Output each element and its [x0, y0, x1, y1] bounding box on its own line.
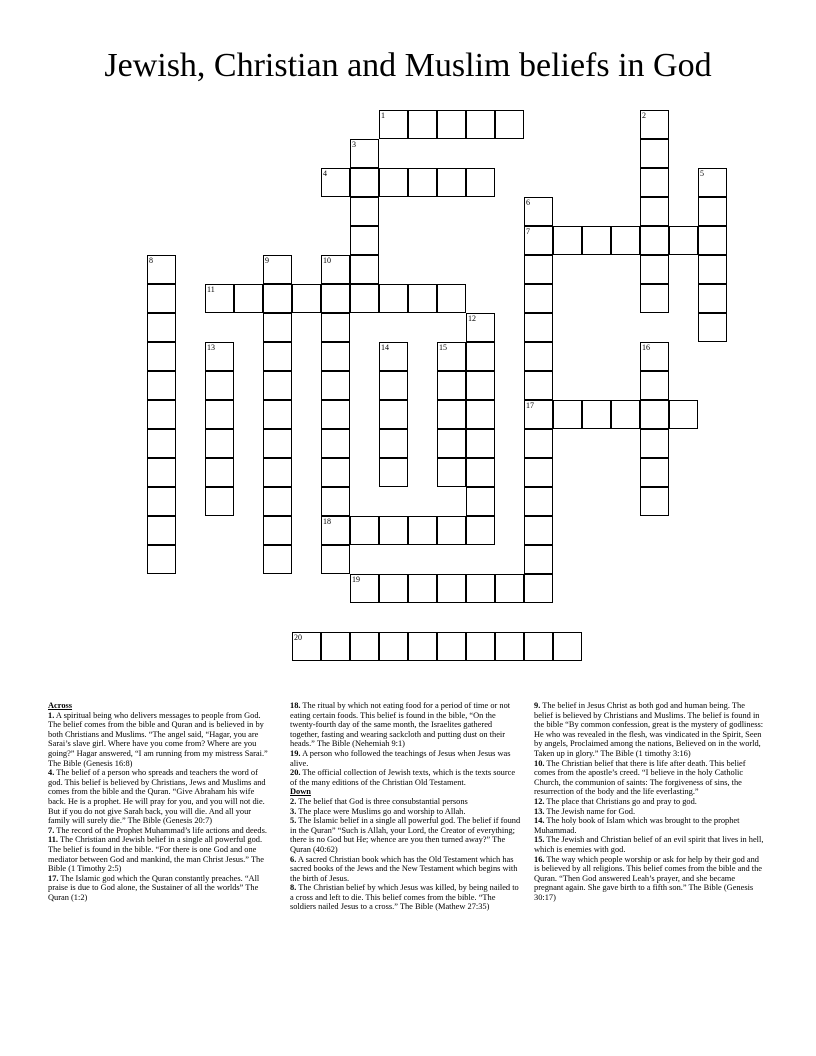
clue-number: 13	[207, 343, 215, 352]
crossword-cell[interactable]	[408, 168, 437, 197]
crossword-cell[interactable]	[466, 516, 495, 545]
crossword-cell[interactable]	[640, 255, 669, 284]
crossword-cell[interactable]	[147, 400, 176, 429]
crossword-cell[interactable]	[698, 284, 727, 313]
crossword-cell[interactable]	[263, 371, 292, 400]
clue-column-2	[290, 701, 522, 912]
crossword-cell[interactable]	[379, 429, 408, 458]
crossword-cell[interactable]	[379, 632, 408, 661]
crossword-cell[interactable]	[379, 516, 408, 545]
clue-number: 10	[323, 256, 331, 265]
crossword-cell[interactable]	[524, 284, 553, 313]
crossword-cell[interactable]	[698, 226, 727, 255]
clue-num: 14.	[534, 816, 545, 826]
clue-num: 15.	[534, 835, 545, 845]
clue-number: 12	[468, 314, 476, 323]
crossword-cell[interactable]	[350, 197, 379, 226]
clue-number: 5	[700, 169, 704, 178]
clue-num: 1.	[48, 710, 55, 720]
crossword-cell[interactable]	[147, 284, 176, 313]
crossword-cell[interactable]	[698, 168, 727, 197]
crossword-cell[interactable]	[147, 545, 176, 574]
clue-num: 12.	[534, 796, 545, 806]
clue-num: 16.	[534, 854, 545, 864]
crossword-cell[interactable]	[437, 400, 466, 429]
crossword-cell[interactable]	[466, 487, 495, 516]
crossword-cell[interactable]	[640, 284, 669, 313]
clue-text: The belief that God is three consubstantial persons	[298, 796, 468, 806]
crossword-cell[interactable]	[350, 284, 379, 313]
crossword-cell[interactable]	[466, 168, 495, 197]
across-clue	[290, 701, 522, 749]
crossword-cell[interactable]	[437, 574, 466, 603]
crossword-cell[interactable]	[553, 400, 582, 429]
clue-number: 6	[526, 198, 530, 207]
crossword-cell[interactable]	[524, 458, 553, 487]
crossword-cell[interactable]	[495, 574, 524, 603]
crossword-cell[interactable]	[582, 226, 611, 255]
crossword-cell[interactable]	[263, 458, 292, 487]
clue-num: 9.	[534, 701, 541, 710]
crossword-cell[interactable]	[147, 429, 176, 458]
down-clue	[290, 807, 522, 817]
clue-num: 19.	[290, 748, 301, 758]
clue-text: A spiritual being who delivers messages to people from God. The belief comes from the bible and Quran and is believed in by both Christians and Muslims. “The angel said, “Hagar, you are Sarai’s slave girl. Where have you come from? Where are you going?” Hagar answered, “I am running from my mistress Sarai.” The Bible (Genesis 16:8)	[48, 710, 268, 768]
clue-number: 14	[381, 343, 389, 352]
clue-number: 9	[265, 256, 269, 265]
crossword-cell[interactable]	[466, 342, 495, 371]
crossword-cell[interactable]	[466, 400, 495, 429]
clue-number: 3	[352, 140, 356, 149]
crossword-cell[interactable]	[379, 371, 408, 400]
crossword-cell[interactable]	[350, 255, 379, 284]
crossword-cell[interactable]	[524, 632, 553, 661]
down-clue	[534, 797, 766, 807]
across-clue	[290, 749, 522, 768]
crossword-cell[interactable]	[466, 371, 495, 400]
crossword-cell[interactable]	[437, 110, 466, 139]
crossword-cell[interactable]	[292, 284, 321, 313]
crossword-cell[interactable]	[379, 342, 408, 371]
crossword-cell[interactable]	[379, 110, 408, 139]
clue-text: The Christian belief by which Jesus was killed, by being nailed to a cross and left to die. This belief comes from the bible. “The soldiers nailed Jesus to a cross.” The Bible (Mathew 27:35)	[290, 883, 519, 912]
clue-number: 2	[642, 111, 646, 120]
crossword-cell[interactable]	[350, 516, 379, 545]
clue-number: 16	[642, 343, 650, 352]
clue-num: 18.	[290, 701, 301, 710]
crossword-cell[interactable]	[698, 255, 727, 284]
clue-number: 18	[323, 517, 331, 526]
crossword-cell[interactable]	[524, 197, 553, 226]
crossword-cell[interactable]	[321, 284, 350, 313]
clue-text: The ritual by which not eating food for a period of time or not eating certain foods. This belief is found in the bible, “On the twenty-fourth day of the same month, the Israelites gathered together, fasting and wearing sackcloth and putting dust on their heads.” The Bible (Nehemiah 9:1)	[290, 701, 511, 749]
clue-num: 11.	[48, 835, 59, 845]
crossword-cell[interactable]	[379, 400, 408, 429]
clue-num: 8.	[290, 883, 297, 893]
crossword-cell[interactable]	[321, 371, 350, 400]
crossword-cell[interactable]	[437, 632, 466, 661]
crossword-cell[interactable]	[437, 371, 466, 400]
crossword-cell[interactable]	[640, 168, 669, 197]
crossword-cell[interactable]	[321, 255, 350, 284]
crossword-cell[interactable]	[321, 400, 350, 429]
crossword-cell[interactable]	[147, 458, 176, 487]
crossword-cell[interactable]	[611, 400, 640, 429]
clue-number: 19	[352, 575, 360, 584]
crossword-cell[interactable]	[466, 574, 495, 603]
crossword-cell[interactable]	[263, 284, 292, 313]
clue-number: 4	[323, 169, 327, 178]
clue-number: 1	[381, 111, 385, 120]
clue-num: 17.	[48, 873, 59, 883]
clue-text: The Christian belief that there is life after death. This belief comes from the apostle’s creed. “I believe in the holy Catholic Church, the communion of saints: The forgiveness of sins, the resurrection of the body and the life everlasting.”	[534, 758, 746, 797]
crossword-cell[interactable]	[205, 342, 234, 371]
down-clue	[534, 759, 766, 797]
clue-num: 5.	[290, 816, 297, 826]
across-heading: Across	[48, 701, 73, 710]
crossword-cell[interactable]	[147, 255, 176, 284]
crossword-cell[interactable]	[321, 458, 350, 487]
clue-text: The Jewish and Christian belief of an evil spirit that lives in hell, which is enemies with god.	[534, 835, 764, 854]
across-clue	[48, 711, 274, 769]
crossword-cell[interactable]	[495, 632, 524, 661]
crossword-cell[interactable]	[524, 400, 553, 429]
crossword-cell[interactable]	[640, 429, 669, 458]
crossword-cell[interactable]	[350, 574, 379, 603]
clue-number: 20	[294, 633, 302, 642]
clue-text: A person who followed the teachings of Jesus when Jesus was alive.	[290, 748, 511, 768]
crossword-cell[interactable]	[669, 226, 698, 255]
crossword-cell[interactable]	[466, 313, 495, 342]
crossword-cell[interactable]	[437, 516, 466, 545]
clue-text: The Islamic belief in a single all powerful god. The belief if found in the Quran” “Such is Allah, your Lord, the Creator of everything; there is no God but He; whence are you then turned away?” The Quran (40:62)	[290, 816, 521, 854]
crossword-cell[interactable]	[466, 632, 495, 661]
crossword-cell[interactable]	[292, 632, 321, 661]
crossword-cell[interactable]	[263, 313, 292, 342]
across-clue	[48, 768, 274, 826]
down-clue	[534, 855, 766, 903]
crossword-cell[interactable]	[263, 255, 292, 284]
crossword-cell[interactable]	[640, 487, 669, 516]
crossword-cell[interactable]	[640, 400, 669, 429]
crossword-cell[interactable]	[408, 516, 437, 545]
clue-text: A sacred Christian book which has the Old Testament which has sacred books of the Jews and the New Testament which begins with the birth of Jesus.	[290, 854, 518, 883]
across-clue	[48, 874, 274, 903]
crossword-cell[interactable]	[379, 284, 408, 313]
crossword-cell[interactable]	[350, 632, 379, 661]
crossword-cell[interactable]	[640, 197, 669, 226]
clue-num: 10.	[534, 758, 545, 768]
down-clue	[290, 816, 522, 854]
clue-number: 17	[526, 401, 534, 410]
clue-num: 13.	[534, 806, 545, 816]
crossword-cell[interactable]	[147, 313, 176, 342]
crossword-cell[interactable]	[205, 429, 234, 458]
down-clue	[534, 816, 766, 835]
clue-num: 7.	[48, 825, 55, 835]
clue-number: 15	[439, 343, 447, 352]
crossword-cell[interactable]	[437, 168, 466, 197]
crossword-cell[interactable]	[524, 226, 553, 255]
crossword-cell[interactable]	[524, 255, 553, 284]
clue-text: The Christian and Jewish belief in a single all powerful god. The belief is found in the bible. “For there is one God and one mediator between God and mankind, the man Christ Jesus.” The Bible (1 Timothy 2:5)	[48, 835, 264, 874]
crossword-cell[interactable]	[524, 429, 553, 458]
clue-num: 4.	[48, 768, 55, 778]
clue-num: 6.	[290, 854, 297, 864]
crossword-cell[interactable]	[611, 226, 640, 255]
crossword-cell[interactable]	[147, 342, 176, 371]
clue-num: 2.	[290, 796, 297, 806]
crossword-cell[interactable]	[553, 632, 582, 661]
crossword-cell[interactable]	[524, 487, 553, 516]
crossword-cell[interactable]	[437, 284, 466, 313]
crossword-cell[interactable]	[640, 226, 669, 255]
crossword-cell[interactable]	[408, 632, 437, 661]
crossword-cell[interactable]	[640, 110, 669, 139]
crossword-cell[interactable]	[669, 400, 698, 429]
clue-text: The place that Christians go and pray to god.	[546, 796, 697, 806]
clue-number: 7	[526, 227, 530, 236]
crossword-cell[interactable]	[495, 110, 524, 139]
down-clue	[290, 797, 522, 807]
clue-text: The Islamic god which the Quran constantly preaches. “All praise is due to God alone, the Sustainer of all the worlds” The Quran (1:2)	[48, 873, 260, 902]
clue-text: The belief of a person who spreads and teachers the word of god. This belief is believed by Christians, Jews and Muslims and comes from the bible and the Quran. “Give Abraham his wife back. He is a prophet. He will pray for you, and you will not die. But if you do not give Sarah back, you will die. And all your family will surely die.” The Bible (Genesis 20:7)	[48, 768, 266, 826]
crossword-cell[interactable]	[205, 458, 234, 487]
crossword-cell[interactable]	[524, 574, 553, 603]
crossword-cell[interactable]	[263, 487, 292, 516]
down-clue	[534, 807, 766, 817]
crossword-cell[interactable]	[698, 197, 727, 226]
crossword-cell[interactable]	[524, 545, 553, 574]
crossword-cell[interactable]	[466, 429, 495, 458]
down-clue	[290, 883, 522, 912]
crossword-cell[interactable]	[640, 342, 669, 371]
clue-text: The official collection of Jewish texts, which is the texts source of the many editions of the Christian Old Testament.	[290, 768, 516, 787]
crossword-cell[interactable]	[205, 371, 234, 400]
crossword-cell[interactable]	[321, 313, 350, 342]
crossword-cell[interactable]	[147, 516, 176, 545]
crossword-cell[interactable]	[466, 110, 495, 139]
crossword-cell[interactable]	[553, 226, 582, 255]
crossword-cell[interactable]	[321, 487, 350, 516]
across-clue	[48, 835, 274, 873]
crossword-cell[interactable]	[321, 429, 350, 458]
crossword-cell[interactable]	[205, 400, 234, 429]
clue-text: The place were Muslims go and worship to Allah.	[298, 806, 466, 816]
crossword-cell[interactable]	[263, 516, 292, 545]
crossword-cell[interactable]	[408, 284, 437, 313]
crossword-cell[interactable]	[379, 168, 408, 197]
crossword-cell[interactable]	[582, 400, 611, 429]
down-clue	[290, 855, 522, 884]
crossword-cell[interactable]	[640, 458, 669, 487]
across-clue	[48, 826, 274, 836]
crossword-cell[interactable]	[408, 574, 437, 603]
crossword-cell[interactable]	[263, 429, 292, 458]
crossword-cell[interactable]	[524, 371, 553, 400]
crossword-cell[interactable]	[263, 400, 292, 429]
crossword-cell[interactable]	[263, 342, 292, 371]
crossword-cell[interactable]	[524, 313, 553, 342]
down-heading: Down	[290, 787, 311, 797]
clue-num: 3.	[290, 806, 297, 816]
crossword-cell[interactable]	[437, 342, 466, 371]
crossword-cell[interactable]	[350, 139, 379, 168]
clue-text: The Jewish name for God.	[546, 806, 636, 816]
clue-number: 11	[207, 285, 215, 294]
crossword-cell[interactable]	[640, 139, 669, 168]
crossword-cell[interactable]	[147, 371, 176, 400]
crossword-cell[interactable]	[379, 574, 408, 603]
crossword-cell[interactable]	[350, 226, 379, 255]
crossword-cell[interactable]	[466, 458, 495, 487]
crossword-cell[interactable]	[524, 516, 553, 545]
clue-text: The holy book of Islam which was brought to the prophet Muhammad.	[534, 816, 740, 835]
crossword-cell[interactable]	[524, 342, 553, 371]
clue-text: The way which people worship or ask for help by their god and is believed by all religions. This belief comes from the bible and the Quran. “Then God answered Leah’s prayer, and she became pregnant again. She gave birth to a fifth son.” The Bible (Genesis 30:17)	[534, 854, 763, 902]
crossword-cell[interactable]	[147, 487, 176, 516]
page-title: Jewish, Christian and Muslim beliefs in God	[104, 47, 712, 84]
crossword-cell[interactable]	[234, 284, 263, 313]
clue-text: The record of the Prophet Muhammad’s life actions and deeds.	[56, 825, 267, 835]
clue-num: 20.	[290, 768, 301, 778]
crossword-cell[interactable]	[379, 458, 408, 487]
clue-number: 8	[149, 256, 153, 265]
clue-text: The belief in Jesus Christ as both god and human being. The belief is believed by Christians and Muslims. The belief is found in the bible “By common confession, great is the mystery of godliness: He who was revealed in the flesh, was vindicated in the Spirit, Seen by angels, Proclaimed among the nations, Believed on in the world, Taken up in glory.” The Bible (1 timothy 3:16)	[534, 701, 764, 758]
crossword-cell[interactable]	[321, 545, 350, 574]
down-clue	[534, 835, 766, 854]
down-clue	[534, 701, 766, 759]
crossword-cell[interactable]	[321, 342, 350, 371]
crossword-cell[interactable]	[437, 429, 466, 458]
crossword-cell[interactable]	[350, 168, 379, 197]
crossword-cell[interactable]	[321, 516, 350, 545]
clue-column-3	[534, 701, 766, 902]
crossword-cell[interactable]	[640, 371, 669, 400]
crossword-cell[interactable]	[698, 313, 727, 342]
crossword-cell[interactable]	[205, 487, 234, 516]
crossword-cell[interactable]	[408, 110, 437, 139]
clue-column-1	[48, 701, 274, 902]
crossword-cell[interactable]	[321, 632, 350, 661]
crossword-cell[interactable]	[205, 284, 234, 313]
crossword-cell[interactable]	[321, 168, 350, 197]
crossword-cell[interactable]	[263, 545, 292, 574]
crossword-cell[interactable]	[437, 458, 466, 487]
across-clue	[290, 768, 522, 787]
